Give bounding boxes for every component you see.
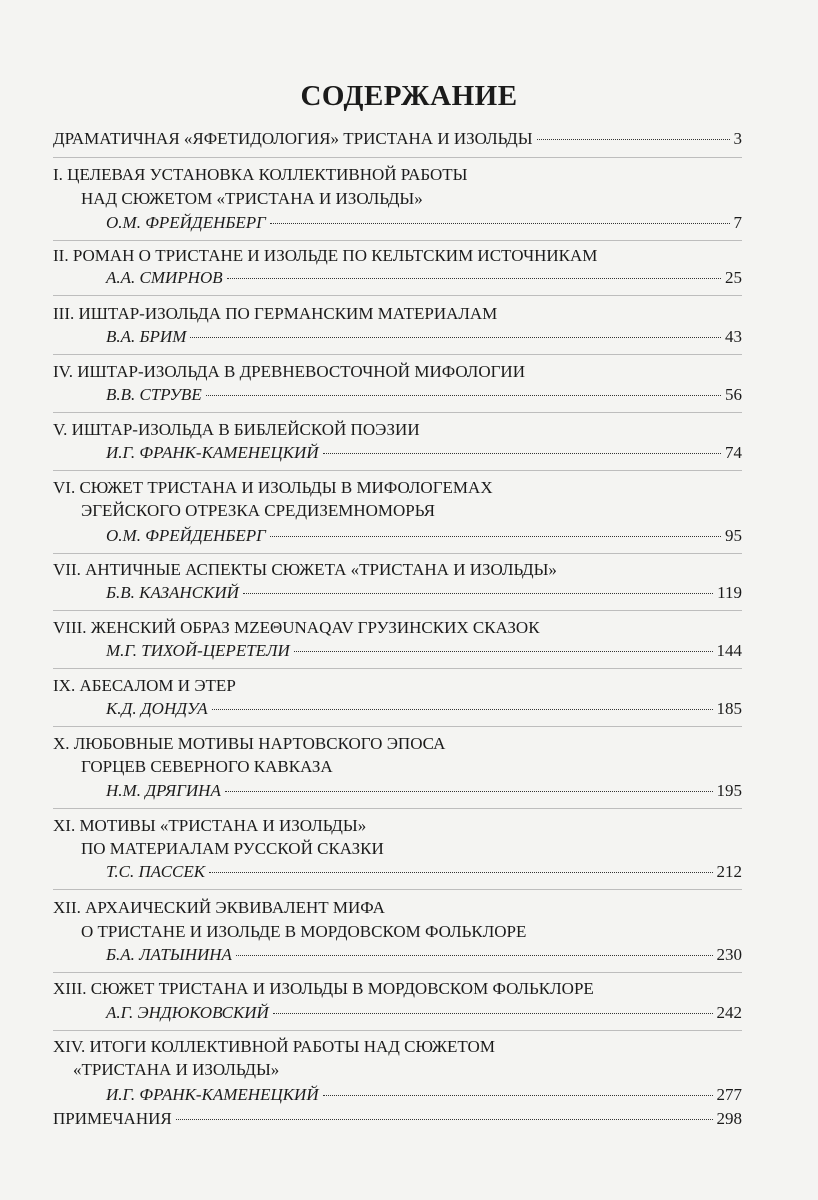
toc-entry-2-title[interactable] bbox=[53, 244, 742, 268]
toc-entry-3-author[interactable] bbox=[106, 325, 742, 349]
dot-leader bbox=[323, 453, 721, 454]
page-number: 277 bbox=[716, 1085, 742, 1104]
toc-entry-title: XI. МОТИВЫ «ТРИСТАНА И ИЗОЛЬДЫ» bbox=[53, 816, 367, 835]
divider bbox=[53, 470, 742, 471]
toc-entry-12-title-cont[interactable] bbox=[81, 920, 742, 944]
toc-entry-3-title[interactable] bbox=[53, 302, 742, 326]
page-number: 74 bbox=[725, 443, 742, 462]
page-number: 43 bbox=[725, 327, 742, 346]
dot-leader bbox=[236, 955, 713, 956]
author-name: О.М. ФРЕЙДЕНБЕРГ bbox=[106, 526, 266, 545]
dot-leader bbox=[323, 1095, 713, 1096]
toc-entry-title-cont: «ТРИСТАНА И ИЗОЛЬДЫ» bbox=[73, 1060, 280, 1079]
dot-leader bbox=[270, 223, 730, 224]
author-name: О.М. ФРЕЙДЕНБЕРГ bbox=[106, 213, 266, 232]
divider bbox=[53, 553, 742, 554]
divider bbox=[53, 157, 742, 158]
dot-leader bbox=[270, 536, 721, 537]
toc-entry-title: X. ЛЮБОВНЫЕ МОТИВЫ НАРТОВСКОГО ЭПОСА bbox=[53, 734, 446, 753]
divider bbox=[53, 726, 742, 727]
divider bbox=[53, 412, 742, 413]
toc-entry-9-title[interactable] bbox=[53, 674, 742, 698]
divider bbox=[53, 668, 742, 669]
dot-leader bbox=[273, 1013, 713, 1014]
author-name: В.А. БРИМ bbox=[106, 327, 187, 346]
divider bbox=[53, 610, 742, 611]
toc-entry-notes[interactable] bbox=[53, 1107, 742, 1131]
toc-entry-11-title-cont[interactable] bbox=[81, 837, 742, 861]
author-name: В.В. СТРУВЕ bbox=[106, 385, 202, 404]
dot-leader bbox=[209, 872, 712, 873]
page-number: 119 bbox=[717, 583, 742, 602]
divider bbox=[53, 972, 742, 973]
toc-entry-12-title[interactable] bbox=[53, 896, 742, 920]
page-number: 7 bbox=[733, 213, 742, 232]
toc-entry-title-cont: ГОРЦЕВ СЕВЕРНОГО КАВКАЗА bbox=[81, 757, 333, 776]
page-number: 3 bbox=[733, 129, 742, 148]
toc-entry-title: IV. ИШТАР-ИЗОЛЬДА В ДРЕВНЕВОСТОЧНОЙ МИФОЛОГИИ bbox=[53, 362, 525, 381]
toc-entry-8-author[interactable] bbox=[106, 639, 742, 663]
toc-entry-title: VIII. ЖЕНСКИЙ ОБРАЗ MZEΘUNAQAV ГРУЗИНСКИХ СКАЗОК bbox=[53, 618, 540, 637]
divider bbox=[53, 1030, 742, 1031]
author-name: А.А. СМИРНОВ bbox=[106, 268, 223, 287]
toc-entry-title-cont: ЭГЕЙСКОГО ОТРЕЗКА СРЕДИЗЕМНОМОРЬЯ bbox=[81, 501, 435, 520]
toc-entry-preface[interactable] bbox=[53, 127, 742, 151]
divider bbox=[53, 240, 742, 241]
author-name: М.Г. ТИХОЙ-ЦЕРЕТЕЛИ bbox=[106, 641, 290, 660]
divider bbox=[53, 889, 742, 890]
toc-entry-title-cont: О ТРИСТАНЕ И ИЗОЛЬДЕ В МОРДОВСКОМ ФОЛЬКЛОРЕ bbox=[81, 922, 527, 941]
toc-entry-title: VI. СЮЖЕТ ТРИСТАНА И ИЗОЛЬДЫ В МИФОЛОГЕМАХ bbox=[53, 478, 493, 497]
toc-entry-10-title[interactable] bbox=[53, 732, 742, 756]
divider bbox=[53, 808, 742, 809]
toc-entry-1-title-cont[interactable] bbox=[81, 187, 742, 211]
toc-entry-11-author[interactable] bbox=[106, 860, 742, 884]
toc-entry-title: I. ЦЕЛЕВАЯ УСТАНОВКА КОЛЛЕКТИВНОЙ РАБОТЫ bbox=[53, 165, 468, 184]
toc-entry-4-author[interactable] bbox=[106, 383, 742, 407]
toc-entry-1-title[interactable] bbox=[53, 163, 742, 187]
dot-leader bbox=[190, 337, 721, 338]
toc-entry-9-author[interactable] bbox=[106, 697, 742, 721]
page-number: 95 bbox=[725, 526, 742, 545]
toc-entry-title: XIII. СЮЖЕТ ТРИСТАНА И ИЗОЛЬДЫ В МОРДОВСКОМ ФОЛЬКЛОРЕ bbox=[53, 979, 594, 998]
author-name: И.Г. ФРАНК-КАМЕНЕЦКИЙ bbox=[106, 443, 319, 462]
toc-entry-14-title-cont[interactable] bbox=[73, 1058, 742, 1082]
author-name: И.Г. ФРАНК-КАМЕНЕЦКИЙ bbox=[106, 1085, 319, 1104]
toc-entry-title-cont: ПО МАТЕРИАЛАМ РУССКОЙ СКАЗКИ bbox=[81, 839, 384, 858]
page-number: 298 bbox=[716, 1109, 742, 1128]
toc-entry-8-title[interactable] bbox=[53, 616, 742, 640]
divider bbox=[53, 295, 742, 296]
page-number: 56 bbox=[725, 385, 742, 404]
toc-entry-6-title[interactable] bbox=[53, 476, 742, 500]
toc-heading: СОДЕРЖАНИЕ bbox=[300, 80, 518, 112]
author-name: К.Д. ДОНДУА bbox=[106, 699, 208, 718]
page-number: 242 bbox=[716, 1003, 742, 1022]
author-name: Б.В. КАЗАНСКИЙ bbox=[106, 583, 239, 602]
toc-entry-title: VII. АНТИЧНЫЕ АСПЕКТЫ СЮЖЕТА «ТРИСТАНА И ИЗОЛЬДЫ» bbox=[53, 560, 557, 579]
dot-leader bbox=[176, 1119, 713, 1120]
toc-entry-2-author[interactable] bbox=[106, 266, 742, 290]
author-name: Н.М. ДРЯГИНА bbox=[106, 781, 221, 800]
toc-entry-14-author[interactable] bbox=[106, 1083, 742, 1107]
toc-entry-10-title-cont[interactable] bbox=[81, 755, 742, 779]
dot-leader bbox=[294, 651, 713, 652]
toc-entry-13-title[interactable] bbox=[53, 977, 742, 1001]
toc-entry-title-cont: НАД СЮЖЕТОМ «ТРИСТАНА И ИЗОЛЬДЫ» bbox=[81, 189, 423, 208]
page-number: 185 bbox=[716, 699, 742, 718]
page-number: 212 bbox=[716, 862, 742, 881]
author-name: Т.С. ПАССЕК bbox=[106, 862, 206, 881]
toc-entry-5-author[interactable] bbox=[106, 441, 742, 465]
toc-entry-6-author[interactable] bbox=[106, 524, 742, 548]
toc-entry-title: ДРАМАТИЧНАЯ «ЯФЕТИДОЛОГИЯ» ТРИСТАНА И ИЗОЛЬДЫ bbox=[53, 129, 533, 148]
toc-entry-14-title[interactable] bbox=[53, 1035, 742, 1059]
dot-leader bbox=[212, 709, 713, 710]
dot-leader bbox=[227, 278, 721, 279]
dot-leader bbox=[537, 139, 730, 140]
toc-entry-title: III. ИШТАР-ИЗОЛЬДА ПО ГЕРМАНСКИМ МАТЕРИАЛАМ bbox=[53, 304, 498, 323]
toc-entry-10-author[interactable] bbox=[106, 779, 742, 803]
toc-entry-6-title-cont[interactable] bbox=[81, 499, 742, 523]
dot-leader bbox=[206, 395, 721, 396]
page-number: 195 bbox=[716, 781, 742, 800]
toc-entry-1-author[interactable] bbox=[106, 211, 742, 235]
toc-entry-4-title[interactable] bbox=[53, 360, 742, 384]
divider bbox=[53, 354, 742, 355]
author-name: Б.А. ЛАТЫНИНА bbox=[106, 945, 232, 964]
toc-entry-5-title[interactable] bbox=[53, 418, 742, 442]
toc-entry-title: IX. АБЕСАЛОМ И ЭТЕР bbox=[53, 676, 236, 695]
toc-entry-7-title[interactable] bbox=[53, 558, 742, 582]
author-name: А.Г. ЭНДЮКОВСКИЙ bbox=[106, 1003, 269, 1022]
toc-entry-title: ПРИМЕЧАНИЯ bbox=[53, 1109, 172, 1128]
toc-entry-title: XIV. ИТОГИ КОЛЛЕКТИВНОЙ РАБОТЫ НАД СЮЖЕТОМ bbox=[53, 1037, 495, 1056]
toc-entry-11-title[interactable] bbox=[53, 814, 742, 838]
toc-entry-7-author[interactable] bbox=[106, 581, 742, 605]
toc-entry-13-author[interactable] bbox=[106, 1001, 742, 1025]
dot-leader bbox=[243, 593, 713, 594]
page-number: 230 bbox=[716, 945, 742, 964]
page-number: 25 bbox=[725, 268, 742, 287]
dot-leader bbox=[225, 791, 713, 792]
page-number: 144 bbox=[716, 641, 742, 660]
toc-entry-title: XII. АРХАИЧЕСКИЙ ЭКВИВАЛЕНТ МИФА bbox=[53, 898, 385, 917]
toc-entry-title: II. РОМАН О ТРИСТАНЕ И ИЗОЛЬДЕ ПО КЕЛЬТСКИМ ИСТОЧНИКАМ bbox=[53, 246, 598, 265]
toc-entry-title: V. ИШТАР-ИЗОЛЬДА В БИБЛЕЙСКОЙ ПОЭЗИИ bbox=[53, 420, 420, 439]
toc-entry-12-author[interactable] bbox=[106, 943, 742, 967]
